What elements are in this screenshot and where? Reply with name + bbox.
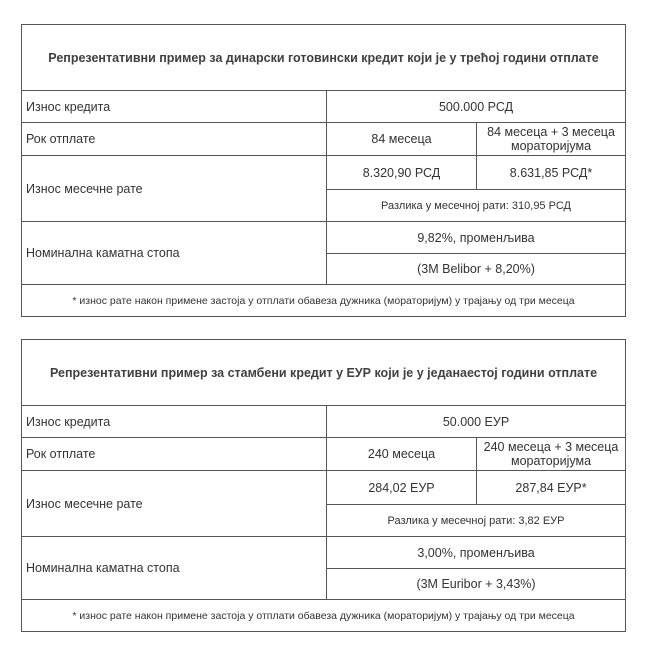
footnote: * износ рате након примене застоја у отплати обавеза дужника (мораторијум) у трајању од три месеца [22,600,626,632]
table-title: Репрезентативни пример за динарски готовински кредит који је у трећој години отплате [22,25,626,91]
housing-loan-example-table [21,339,626,632]
monthly-installment-moratorium-value: 8.631,85 РСД* [477,156,626,190]
table-title: Репрезентативни пример за стамбени кредит у ЕУР који је у једанаестој години отплате [22,340,626,406]
monthly-installment-moratorium-value: 287,84 ЕУР* [477,471,626,505]
monthly-installment-value: 284,02 ЕУР [327,471,477,505]
loan-amount-value: 500.000 РСД [327,91,626,123]
installment-difference: Разлика у месечној рати: 310,95 РСД [327,190,626,222]
monthly-installment-label: Износ месечне рате [22,471,327,537]
repayment-term-label: Рок отплате [22,123,327,156]
installment-difference: Разлика у месечној рати: 3,82 ЕУР [327,505,626,537]
loan-amount-value: 50.000 ЕУР [327,406,626,438]
cash-loan-example-table [21,24,626,317]
repayment-term-moratorium-value: 240 месеца + 3 месеца мораторијума [477,438,626,471]
nominal-interest-rate: 9,82%, променљива [327,222,626,254]
loan-amount-label: Износ кредита [22,91,327,123]
monthly-installment-label: Износ месечне рате [22,156,327,222]
nominal-interest-rate: 3,00%, променљива [327,537,626,569]
repayment-term-label: Рок отплате [22,438,327,471]
repayment-term-value: 240 месеца [327,438,477,471]
monthly-installment-value: 8.320,90 РСД [327,156,477,190]
nominal-interest-label: Номинална каматна стопа [22,537,327,600]
loan-amount-label: Износ кредита [22,406,327,438]
footnote: * износ рате након примене застоја у отплати обавеза дужника (мораторијум) у трајању од три месеца [22,285,626,317]
repayment-term-moratorium-value: 84 месеца + 3 месеца мораторијума [477,123,626,156]
interest-rate-formula: (3M Euribor + 3,43%) [327,569,626,600]
nominal-interest-label: Номинална каматна стопа [22,222,327,285]
interest-rate-formula: (3M Belibor + 8,20%) [327,254,626,285]
repayment-term-value: 84 месеца [327,123,477,156]
